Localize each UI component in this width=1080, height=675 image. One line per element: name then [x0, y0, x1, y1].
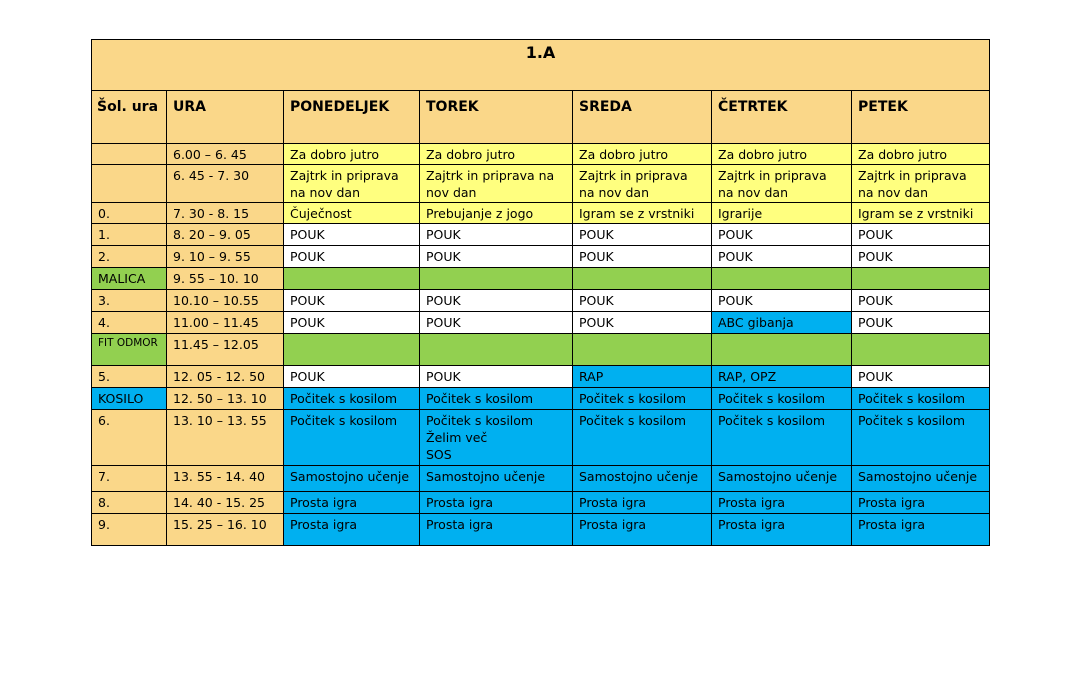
table-row: [92, 203, 990, 224]
row-time: 14. 40 - 15. 25: [167, 492, 284, 514]
row-label: KOSILO: [92, 388, 167, 410]
cell-tuesday: POUK: [420, 312, 573, 334]
cell-tuesday: Prosta igra: [420, 514, 573, 546]
cell-wednesday: Igram se z vrstniki: [573, 203, 712, 224]
header-time: URA: [167, 91, 284, 144]
cell-thursday: Prosta igra: [712, 492, 852, 514]
row-time: 6. 45 - 7. 30: [167, 165, 284, 203]
cell-tuesday: POUK: [420, 246, 573, 268]
cell-monday: POUK: [284, 224, 420, 246]
table-row: [92, 466, 990, 492]
row-label: 8.: [92, 492, 167, 514]
row-time: 11.00 – 11.45: [167, 312, 284, 334]
header-wednesday: SREDA: [573, 91, 712, 144]
header-tuesday: TOREK: [420, 91, 573, 144]
header-thursday: ČETRTEK: [712, 91, 852, 144]
cell-thursday: ABC gibanja: [712, 312, 852, 334]
row-time: 8. 20 – 9. 05: [167, 224, 284, 246]
row-label: [92, 165, 167, 203]
cell-monday: [284, 268, 420, 290]
cell-wednesday: [573, 268, 712, 290]
cell-monday: Počitek s kosilom: [284, 410, 420, 466]
cell-monday: POUK: [284, 246, 420, 268]
row-time: 7. 30 - 8. 15: [167, 203, 284, 224]
cell-tuesday: POUK: [420, 224, 573, 246]
cell-thursday: [712, 268, 852, 290]
cell-monday: [284, 334, 420, 366]
table-row: [92, 268, 990, 290]
cell-wednesday: Samostojno učenje: [573, 466, 712, 492]
cell-tuesday: [420, 334, 573, 366]
cell-friday: Samostojno učenje: [852, 466, 990, 492]
table-row: [92, 224, 990, 246]
cell-friday: POUK: [852, 224, 990, 246]
table-row: [92, 388, 990, 410]
row-label: 4.: [92, 312, 167, 334]
cell-tuesday: [420, 268, 573, 290]
row-time: 13. 55 - 14. 40: [167, 466, 284, 492]
cell-friday: POUK: [852, 246, 990, 268]
cell-monday: Zajtrk in priprava na nov dan: [284, 165, 420, 203]
cell-monday: Samostojno učenje: [284, 466, 420, 492]
row-time: 12. 50 – 13. 10: [167, 388, 284, 410]
row-label: 6.: [92, 410, 167, 466]
cell-wednesday: POUK: [573, 312, 712, 334]
table-row: [92, 144, 990, 165]
row-time: 15. 25 – 16. 10: [167, 514, 284, 546]
cell-thursday: [712, 334, 852, 366]
cell-wednesday: Počitek s kosilom: [573, 388, 712, 410]
table-row: [92, 492, 990, 514]
cell-friday: POUK: [852, 366, 990, 388]
cell-monday: Čuječnost: [284, 203, 420, 224]
cell-wednesday: RAP: [573, 366, 712, 388]
header-school-hour: Šol. ura: [92, 91, 167, 144]
cell-tuesday: Zajtrk in priprava na nov dan: [420, 165, 573, 203]
cell-friday: Počitek s kosilom: [852, 388, 990, 410]
cell-monday: Prosta igra: [284, 492, 420, 514]
cell-monday: Počitek s kosilom: [284, 388, 420, 410]
cell-wednesday: Prosta igra: [573, 514, 712, 546]
cell-friday: Prosta igra: [852, 514, 990, 546]
row-time: 6.00 – 6. 45: [167, 144, 284, 165]
row-time: 12. 05 - 12. 50: [167, 366, 284, 388]
table-row: [92, 290, 990, 312]
table-row: [92, 246, 990, 268]
table-row: [92, 366, 990, 388]
table-row: [92, 312, 990, 334]
row-label: 1.: [92, 224, 167, 246]
cell-wednesday: Zajtrk in priprava na nov dan: [573, 165, 712, 203]
header-friday: PETEK: [852, 91, 990, 144]
cell-tuesday: POUK: [420, 290, 573, 312]
row-label: 7.: [92, 466, 167, 492]
row-time: 9. 55 – 10. 10: [167, 268, 284, 290]
cell-tuesday: Počitek s kosilom: [420, 388, 573, 410]
cell-friday: Zajtrk in priprava na nov dan: [852, 165, 990, 203]
row-label: [92, 144, 167, 165]
cell-monday: Za dobro jutro: [284, 144, 420, 165]
row-label: FIT ODMOR: [92, 334, 167, 366]
row-label: 9.: [92, 514, 167, 546]
cell-thursday: Počitek s kosilom: [712, 410, 852, 466]
cell-monday: Prosta igra: [284, 514, 420, 546]
cell-friday: POUK: [852, 312, 990, 334]
cell-friday: Igram se z vrstniki: [852, 203, 990, 224]
table-row: [92, 334, 990, 366]
cell-thursday: Za dobro jutro: [712, 144, 852, 165]
cell-monday: POUK: [284, 312, 420, 334]
row-label: 3.: [92, 290, 167, 312]
row-time: 10.10 – 10.55: [167, 290, 284, 312]
table-row: [92, 165, 990, 203]
row-time: 13. 10 – 13. 55: [167, 410, 284, 466]
cell-tuesday: Samostojno učenje: [420, 466, 573, 492]
cell-tuesday: Za dobro jutro: [420, 144, 573, 165]
cell-wednesday: POUK: [573, 224, 712, 246]
row-label: 0.: [92, 203, 167, 224]
cell-wednesday: Za dobro jutro: [573, 144, 712, 165]
cell-tuesday: Prebujanje z jogo: [420, 203, 573, 224]
cell-thursday: Igrarije: [712, 203, 852, 224]
cell-tuesday: Počitek s kosilom Želim več SOS: [420, 410, 573, 466]
header-monday: PONEDELJEK: [284, 91, 420, 144]
row-label: 2.: [92, 246, 167, 268]
cell-thursday: POUK: [712, 246, 852, 268]
timetable: [91, 39, 990, 546]
cell-monday: POUK: [284, 290, 420, 312]
row-label: 5.: [92, 366, 167, 388]
cell-thursday: Prosta igra: [712, 514, 852, 546]
table-row: [92, 514, 990, 546]
cell-thursday: Samostojno učenje: [712, 466, 852, 492]
table-row: [92, 410, 990, 466]
row-time: 9. 10 – 9. 55: [167, 246, 284, 268]
row-label: MALICA: [92, 268, 167, 290]
cell-tuesday: Prosta igra: [420, 492, 573, 514]
cell-friday: [852, 268, 990, 290]
cell-friday: POUK: [852, 290, 990, 312]
cell-wednesday: POUK: [573, 290, 712, 312]
cell-wednesday: Prosta igra: [573, 492, 712, 514]
cell-wednesday: [573, 334, 712, 366]
cell-thursday: Počitek s kosilom: [712, 388, 852, 410]
cell-thursday: POUK: [712, 224, 852, 246]
timetable-title: 1.A: [92, 40, 990, 91]
cell-friday: Za dobro jutro: [852, 144, 990, 165]
cell-friday: Počitek s kosilom: [852, 410, 990, 466]
row-time: 11.45 – 12.05: [167, 334, 284, 366]
cell-wednesday: Počitek s kosilom: [573, 410, 712, 466]
cell-thursday: RAP, OPZ: [712, 366, 852, 388]
cell-friday: [852, 334, 990, 366]
cell-tuesday: POUK: [420, 366, 573, 388]
cell-monday: POUK: [284, 366, 420, 388]
cell-wednesday: POUK: [573, 246, 712, 268]
cell-thursday: Zajtrk in priprava na nov dan: [712, 165, 852, 203]
cell-thursday: POUK: [712, 290, 852, 312]
cell-friday: Prosta igra: [852, 492, 990, 514]
